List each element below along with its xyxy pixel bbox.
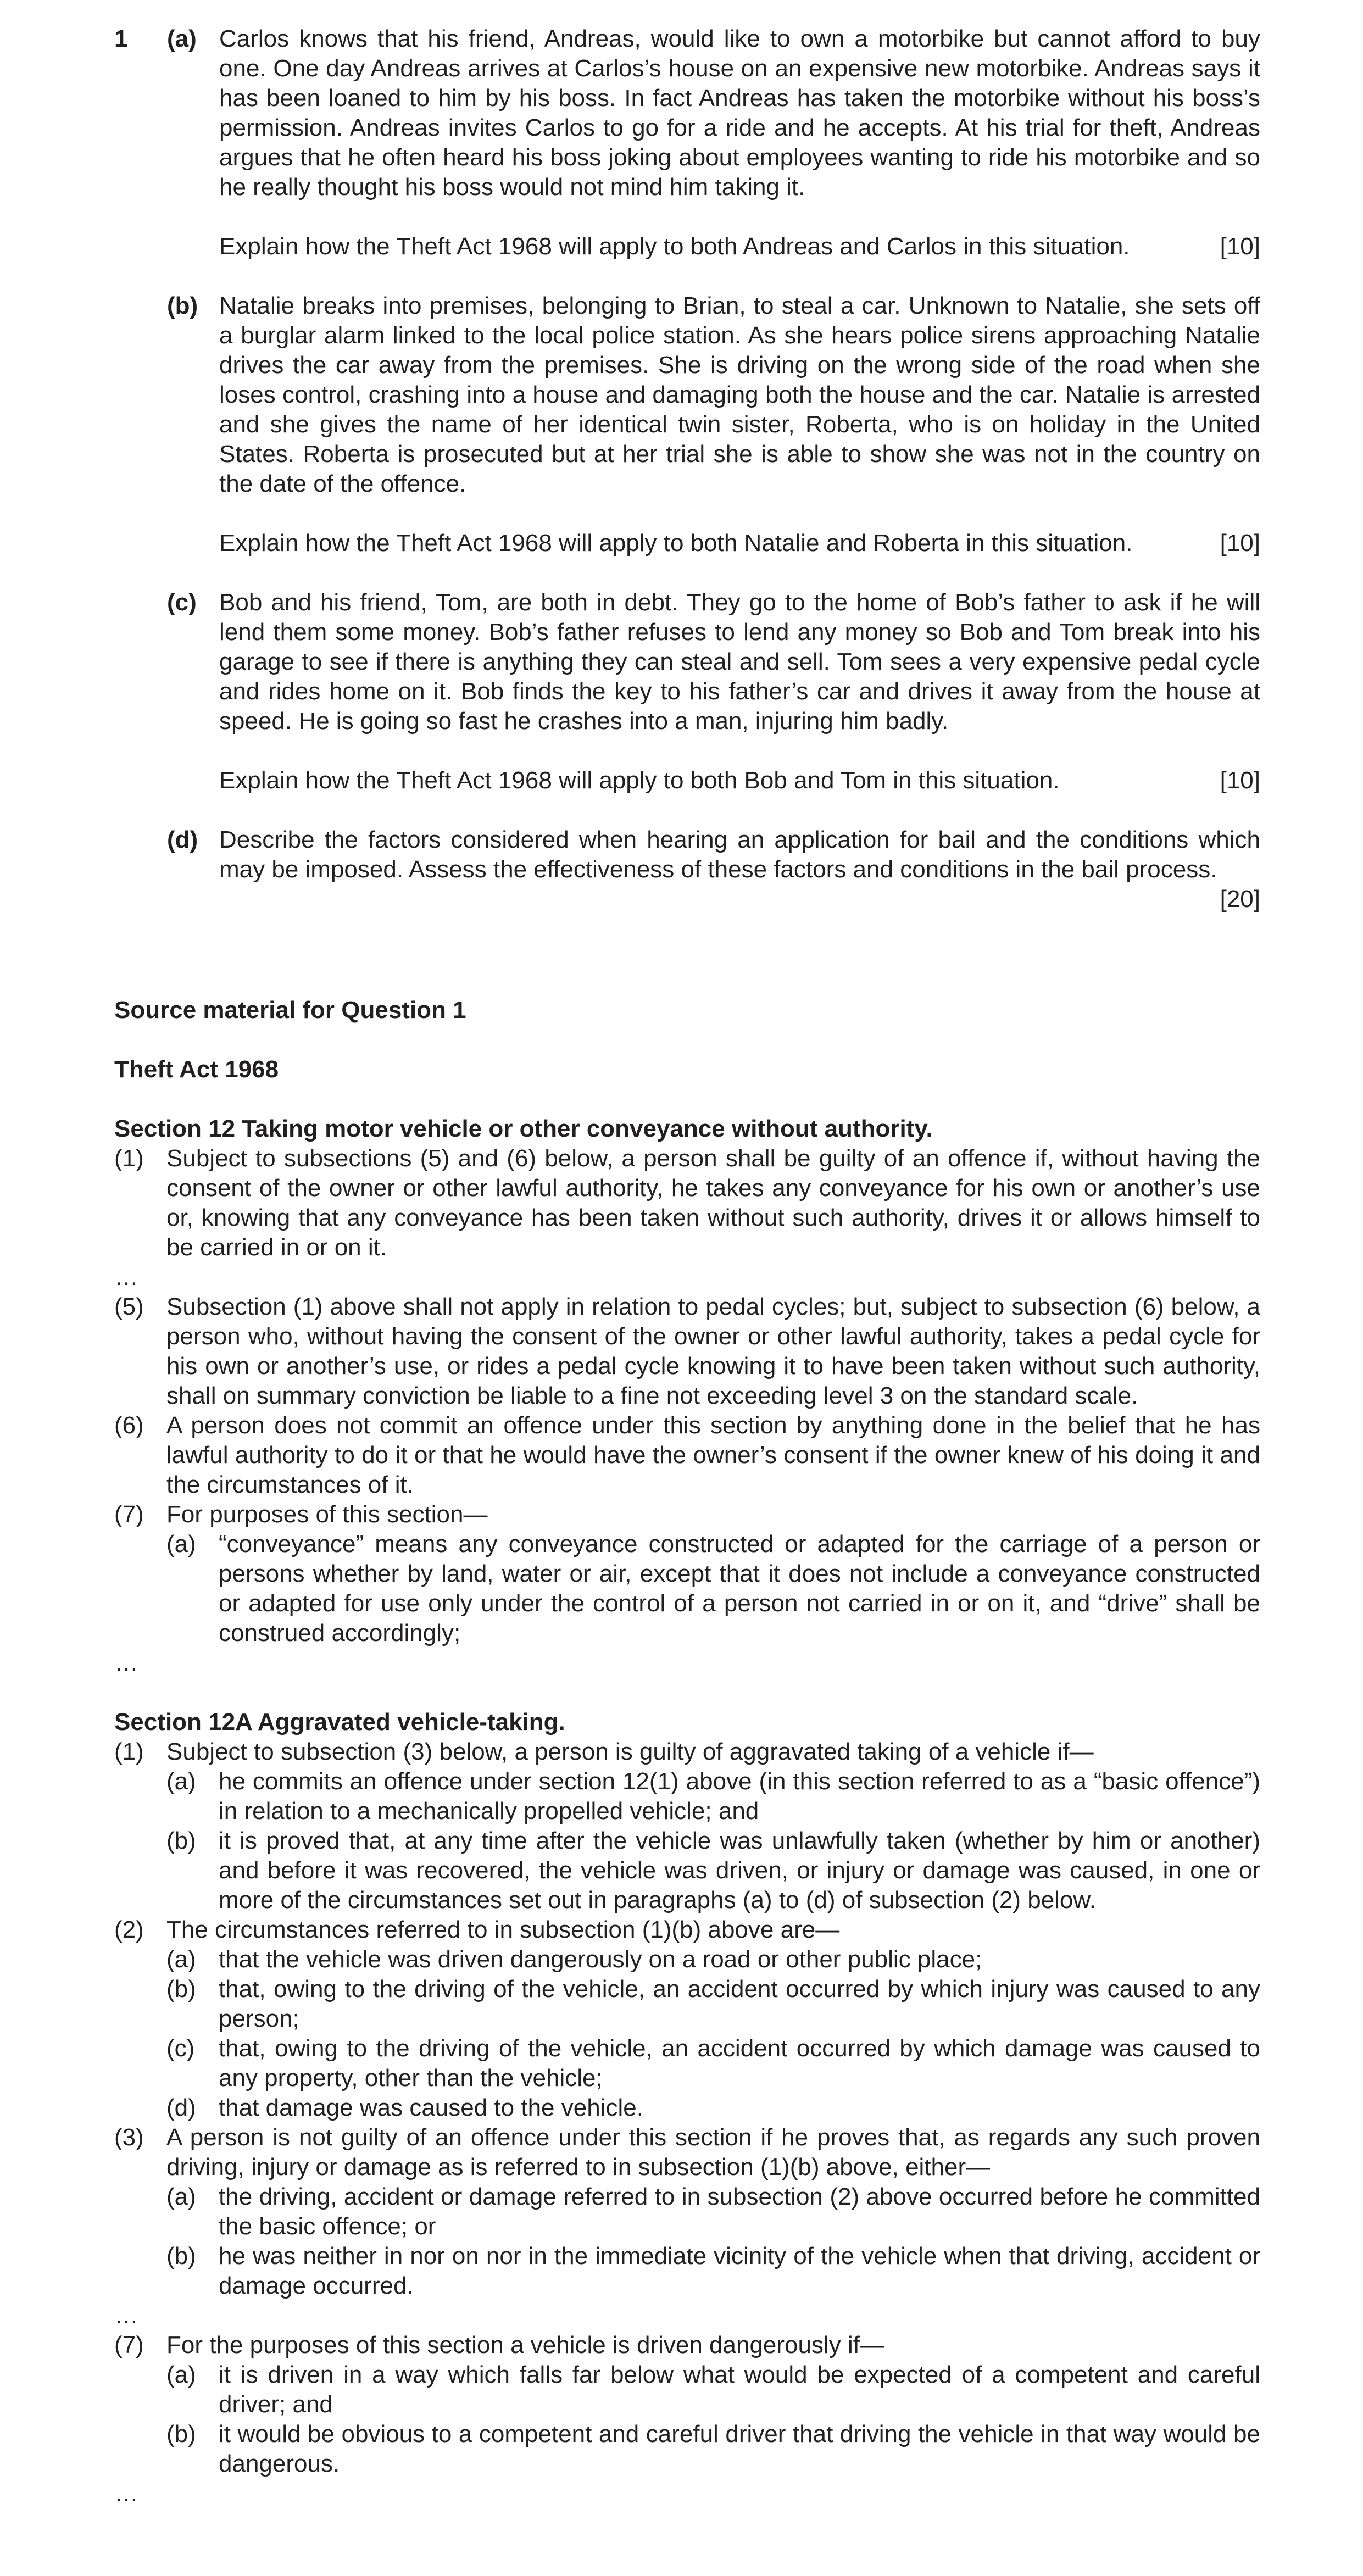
section-12a-subsection-3b — [166, 2241, 1260, 2301]
item-text: For purposes of this section— — [166, 1501, 488, 1528]
item-number: (a) — [166, 2183, 196, 2210]
question-1 — [114, 24, 1260, 914]
section-12a-subsection-2a — [166, 1945, 1260, 1974]
item-number: (d) — [166, 2094, 196, 2121]
question-part-c — [167, 588, 1260, 795]
part-instruction: Explain how the Theft Act 1968 will apply to both Andreas and Carlos in this situation. — [219, 233, 1130, 260]
item-number: (b) — [166, 1976, 196, 2002]
item-text: the driving, accident or damage referred to in subsection (2) above occurred before he committed the basic offence; or — [219, 2183, 1260, 2240]
omission-marker: … — [114, 1264, 138, 1290]
item-text: A person does not commit an offence under this section by anything done in the belief that he has lawful authority to do it or that he would have the owner’s consent if the owner knew of his doing it and the circumstances of it. — [166, 1412, 1260, 1498]
item-number: (7) — [114, 2332, 144, 2358]
part-instruction: Explain how the Theft Act 1968 will apply to both Natalie and Roberta in this situation. — [219, 530, 1133, 557]
item-text: Subject to subsections (5) and (6) below, a person shall be guilty of an offence if, without having the consent of the owner or other lawful authority, he takes any conveyance for his own or another’s use or, knowing that any conveyance has been taken without such authority, drives it or allows himself to be carried in or on it. — [166, 1145, 1260, 1261]
part-label: (c) — [167, 589, 197, 616]
item-text: “conveyance” means any conveyance constructed or adapted for the carriage of a person or persons whether by land, water or air, except that it does not include a conveyance constructed or adapted for use only under the control of a person not carried in or on it, and “drive” shall be construed accordingly; — [219, 1531, 1260, 1646]
item-text: he was neither in nor on nor in the immediate vicinity of the vehicle when that driving, accident or damage occurred. — [219, 2243, 1260, 2299]
item-text: A person is not guilty of an offence under this section if he proves that, as regards any such proven driving, injury or damage as is referred to in subsection (1)(b) above, either— — [166, 2124, 1260, 2180]
part-instruction-row — [219, 528, 1260, 558]
question-part-d — [167, 825, 1260, 914]
item-number: (1) — [114, 1145, 144, 1172]
section-12a-subsection-7 — [114, 2330, 1260, 2360]
part-label: (d) — [167, 826, 198, 853]
part-text: Carlos knows that his friend, Andreas, would like to own a motorbike but cannot afford to buy one. One day Andreas arrives at Carlos’s house on an expensive new motorbike. Andreas says it has been loaned to him by his boss. In fact Andreas has taken the motorbike without his boss’s permission. Andreas invites Carlos to go for a ride and he accepts. At his trial for theft, Andreas argues that he often heard his boss joking about employees wanting to ride his motorbike and so he really thought his boss would not mind him taking it. — [219, 25, 1260, 201]
item-number: (a) — [166, 1768, 196, 1795]
item-number: (c) — [166, 2035, 195, 2062]
item-number: (7) — [114, 1501, 144, 1528]
part-text: Bob and his friend, Tom, are both in debt. They go to the home of Bob’s father to ask if he will lend them some money. Bob’s father refuses to lend any money so Bob and Tom break into his garage to see if there is anything they can steal and sell. Tom sees a very expensive pedal cycle and rides home on it. Bob finds the key to his father’s car and drives it away from the house at speed. He is going so fast he crashes into a man, injuring him badly. — [219, 589, 1260, 735]
section-12-subsection-7a — [166, 1529, 1260, 1648]
part-instruction-row — [219, 766, 1260, 795]
part-label: (a) — [167, 25, 197, 52]
question-part-b — [167, 291, 1260, 558]
part-instruction: Explain how the Theft Act 1968 will apply to both Bob and Tom in this situation. — [219, 767, 1060, 794]
item-text: that, owing to the driving of the vehicle, an accident occurred by which damage was caused to any property, other than the vehicle; — [219, 2035, 1260, 2091]
omission-marker: … — [114, 2302, 138, 2329]
part-instruction-row — [219, 232, 1260, 262]
section-12a-subsection-2c — [166, 2034, 1260, 2093]
item-number: (b) — [166, 2421, 196, 2447]
item-text: Subject to subsection (3) below, a person is guilty of aggravated taking of a vehicle if— — [166, 1738, 1094, 1765]
item-number: (a) — [166, 2361, 196, 2388]
section-12a-subsection-1 — [114, 1737, 1260, 1767]
act-title: Theft Act 1968 — [114, 1056, 279, 1083]
section-12a-subsection-7b — [166, 2419, 1260, 2479]
part-marks: [10] — [1220, 530, 1260, 557]
section-12-subsection-7 — [114, 1500, 1260, 1529]
section-12a-subsection-1a — [166, 1767, 1260, 1826]
section-12-subsection-6 — [114, 1411, 1260, 1500]
omission-marker: … — [114, 1649, 138, 1676]
item-number: (2) — [114, 1916, 144, 1943]
section-12a-subsection-2d — [166, 2093, 1260, 2123]
section-12-title: Section 12 Taking motor vehicle or other conveyance without authority. — [114, 1115, 933, 1142]
item-text: he commits an offence under section 12(1) above (in this section referred to as a “basic offence”) in relation to a mechanically propelled vehicle; and — [219, 1768, 1260, 1824]
item-text: For the purposes of this section a vehicle is driven dangerously if— — [166, 2332, 884, 2358]
item-number: (a) — [166, 1946, 196, 1973]
part-text: Natalie breaks into premises, belonging to Brian, to steal a car. Unknown to Natalie, she sets off a burglar alarm linked to the local police station. As she hears police sirens approaching Natalie drives the car away from the premises. She is driving on the wrong side of the road when she loses control, crashing into a house and damaging both the house and the car. Natalie is arrested and she gives the name of her identical twin sister, Roberta, who is on holiday in the United States. Roberta is prosecuted but at her trial she is able to show she was not in the country on the date of the offence. — [219, 292, 1260, 497]
omission-marker: … — [114, 2480, 138, 2507]
section-12a-subsection-3a — [166, 2182, 1260, 2241]
item-number: (b) — [166, 2243, 196, 2269]
item-text: that damage was caused to the vehicle. — [219, 2094, 643, 2121]
item-number: (a) — [166, 1531, 196, 1557]
section-12a-subsection-2b — [166, 1974, 1260, 2034]
item-number: (1) — [114, 1738, 144, 1765]
section-12a-subsection-1b — [166, 1826, 1260, 1915]
source-heading: Source material for Question 1 — [114, 997, 466, 1023]
item-number: (b) — [166, 1827, 196, 1854]
item-text: it would be obvious to a competent and careful driver that driving the vehicle in that way would be dangerous. — [219, 2421, 1260, 2477]
part-marks: [10] — [1220, 767, 1260, 794]
section-12a-subsection-3 — [114, 2123, 1260, 2182]
section-12-subsection-1 — [114, 1144, 1260, 1262]
item-text: that the vehicle was driven dangerously on a road or other public place; — [219, 1946, 982, 1973]
part-text: Describe the factors considered when hearing an application for bail and the conditions which may be imposed. Assess the effectiveness of these factors and conditions in the bail process. — [219, 826, 1260, 883]
item-text: it is proved that, at any time after the vehicle was unlawfully taken (whether by him or another) and before it was recovered, the vehicle was driven, or injury or damage was caused, in one or more of the circumstances set out in paragraphs (a) to (d) of subsection (2) below. — [219, 1827, 1260, 1913]
part-marks: [20] — [1220, 886, 1260, 913]
source-material — [114, 995, 1260, 2508]
section-12a-subsection-2 — [114, 1915, 1260, 1945]
item-number: (3) — [114, 2124, 144, 2151]
item-text: it is driven in a way which falls far below what would be expected of a competent and careful driver; and — [219, 2361, 1260, 2418]
question-number: 1 — [114, 25, 128, 52]
item-text: The circumstances referred to in subsection (1)(b) above are— — [166, 1916, 840, 1943]
section-12-subsection-5 — [114, 1292, 1260, 1411]
question-part-a — [167, 24, 1260, 262]
item-text: that, owing to the driving of the vehicle, an accident occurred by which injury was caused to any person; — [219, 1976, 1260, 2032]
item-number: (5) — [114, 1293, 144, 1320]
item-text: Subsection (1) above shall not apply in relation to pedal cycles; but, subject to subsection (6) below, a person who, without having the consent of the owner or other lawful authority, takes a pedal cycle for his own or another’s use, or rides a pedal cycle knowing it to have been taken without such authority, shall on summary conviction be liable to a fine not exceeding level 3 on the standard scale. — [166, 1293, 1260, 1409]
section-12a-subsection-7a — [166, 2360, 1260, 2419]
part-label: (b) — [167, 292, 198, 319]
part-marks: [10] — [1220, 233, 1260, 260]
section-12a-title: Section 12A Aggravated vehicle-taking. — [114, 1709, 565, 1735]
item-number: (6) — [114, 1412, 144, 1439]
